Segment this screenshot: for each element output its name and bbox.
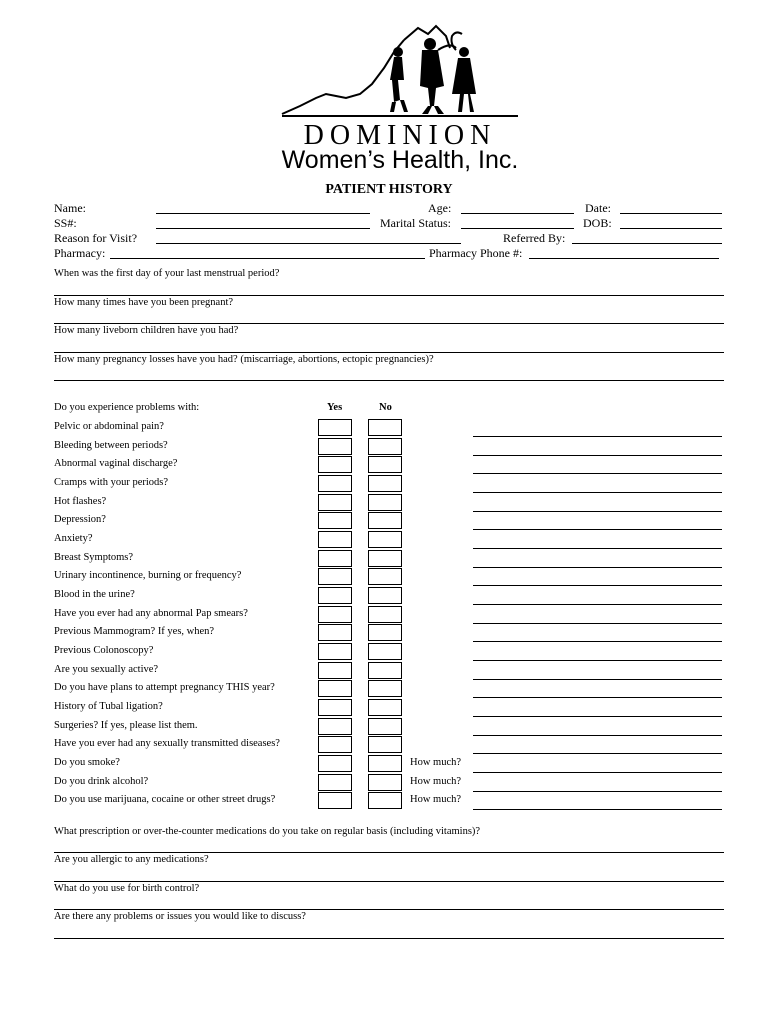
problem-notes-line[interactable] <box>473 623 722 624</box>
problem-notes-line[interactable] <box>473 772 722 773</box>
answer-line-lmp[interactable] <box>54 295 724 296</box>
no-checkbox[interactable] <box>368 512 402 529</box>
pharmacy-label: Pharmacy: <box>54 246 106 260</box>
problem-label: Bleeding between periods? <box>54 440 168 451</box>
answer-line-allergies[interactable] <box>54 881 724 882</box>
yes-checkbox[interactable] <box>318 438 352 455</box>
logo <box>280 22 520 182</box>
question-pregnancies: How many times have you been pregnant? <box>54 297 234 308</box>
question-issues: Are there any problems or issues you would like to discuss? <box>54 911 306 922</box>
no-checkbox[interactable] <box>368 699 402 716</box>
yes-checkbox[interactable] <box>318 475 352 492</box>
no-column-header: No <box>379 402 392 413</box>
answer-line-medications[interactable] <box>54 852 724 853</box>
yes-checkbox[interactable] <box>318 792 352 809</box>
problem-label: Cramps with your periods? <box>54 477 169 488</box>
referred-by-field[interactable] <box>572 243 722 244</box>
yes-checkbox[interactable] <box>318 531 352 548</box>
problem-label: Abnormal vaginal discharge? <box>54 458 178 469</box>
problem-label: Do you smoke? <box>54 757 120 768</box>
problem-notes-line[interactable] <box>473 492 722 493</box>
date-label: Date: <box>585 201 611 215</box>
no-checkbox[interactable] <box>368 419 402 436</box>
marital-status-label: Marital Status: <box>380 216 451 230</box>
problem-notes-line[interactable] <box>473 585 722 586</box>
reason-field[interactable] <box>156 243 461 244</box>
problem-label: Previous Colonoscopy? <box>54 645 154 656</box>
yes-checkbox[interactable] <box>318 456 352 473</box>
ssn-field[interactable] <box>156 228 370 229</box>
dob-label: DOB: <box>583 216 612 230</box>
dob-field[interactable] <box>620 228 722 229</box>
answer-line-losses[interactable] <box>54 380 724 381</box>
problem-label: Have you ever had any abnormal Pap smears? <box>54 608 248 619</box>
answer-line-liveborn[interactable] <box>54 352 724 353</box>
logo-figures-graphic <box>280 22 520 122</box>
problem-label: Blood in the urine? <box>54 589 135 600</box>
yes-checkbox[interactable] <box>318 568 352 585</box>
problem-notes-line[interactable] <box>473 660 722 661</box>
problem-notes-line[interactable] <box>473 641 722 642</box>
problem-label: Breast Symptoms? <box>54 552 134 563</box>
no-checkbox[interactable] <box>368 624 402 641</box>
problem-notes-line[interactable] <box>473 567 722 568</box>
pharmacy-field[interactable] <box>110 258 425 259</box>
brand-name: DOMINION <box>303 120 497 151</box>
how-much-label: How much? <box>410 776 462 787</box>
problem-label: Urinary incontinence, burning or frequency? <box>54 570 242 581</box>
problem-label: Previous Mammogram? If yes, when? <box>54 626 215 637</box>
no-checkbox[interactable] <box>368 792 402 809</box>
problem-label: Surgeries? If yes, please list them. <box>54 720 198 731</box>
yes-checkbox[interactable] <box>318 774 352 791</box>
problems-heading: Do you experience problems with: <box>54 402 200 413</box>
no-checkbox[interactable] <box>368 438 402 455</box>
no-checkbox[interactable] <box>368 587 402 604</box>
marital-status-field[interactable] <box>461 228 574 229</box>
referred-by-label: Referred By: <box>503 231 566 245</box>
no-checkbox[interactable] <box>368 662 402 679</box>
no-checkbox[interactable] <box>368 680 402 697</box>
no-checkbox[interactable] <box>368 643 402 660</box>
no-checkbox[interactable] <box>368 774 402 791</box>
problem-label: Hot flashes? <box>54 496 107 507</box>
question-birth-control: What do you use for birth control? <box>54 883 200 894</box>
no-checkbox[interactable] <box>368 718 402 735</box>
pharmacy-phone-label: Pharmacy Phone #: <box>429 246 523 260</box>
question-liveborn: How many liveborn children have you had? <box>54 325 239 336</box>
age-field[interactable] <box>461 213 574 214</box>
date-field[interactable] <box>620 213 722 214</box>
problem-label: Depression? <box>54 514 106 525</box>
yes-checkbox[interactable] <box>318 736 352 753</box>
problem-label: Do you drink alcohol? <box>54 776 149 787</box>
problem-label: Do you have plans to attempt pregnancy THIS year? <box>54 682 275 693</box>
no-checkbox[interactable] <box>368 531 402 548</box>
problem-label: Anxiety? <box>54 533 93 544</box>
yes-checkbox[interactable] <box>318 419 352 436</box>
age-label: Age: <box>428 201 452 215</box>
yes-checkbox[interactable] <box>318 512 352 529</box>
name-label: Name: <box>54 201 86 215</box>
form-title: PATIENT HISTORY <box>325 182 453 197</box>
problem-label: Are you sexually active? <box>54 664 159 675</box>
problem-notes-line[interactable] <box>473 548 722 549</box>
yes-column-header: Yes <box>327 402 343 413</box>
how-much-label: How much? <box>410 757 462 768</box>
yes-checkbox[interactable] <box>318 587 352 604</box>
question-medications: What prescription or over-the-counter medications do you take on regular basis (including vitamins)? <box>54 826 481 837</box>
problem-notes-line[interactable] <box>473 753 722 754</box>
question-allergies: Are you allergic to any medications? <box>54 854 209 865</box>
problem-notes-line[interactable] <box>473 791 722 792</box>
problem-notes-line[interactable] <box>473 529 722 530</box>
yes-checkbox[interactable] <box>318 606 352 623</box>
ssn-label: SS#: <box>54 216 77 230</box>
yes-checkbox[interactable] <box>318 662 352 679</box>
yes-checkbox[interactable] <box>318 550 352 567</box>
yes-checkbox[interactable] <box>318 718 352 735</box>
yes-checkbox[interactable] <box>318 624 352 641</box>
reason-label: Reason for Visit? <box>54 231 138 245</box>
problem-notes-line[interactable] <box>473 473 722 474</box>
answer-line-issues[interactable] <box>54 938 724 939</box>
problem-label: History of Tubal ligation? <box>54 701 163 712</box>
no-checkbox[interactable] <box>368 550 402 567</box>
no-checkbox[interactable] <box>368 755 402 772</box>
yes-checkbox[interactable] <box>318 699 352 716</box>
problem-label: Have you ever had any sexually transmitted diseases? <box>54 738 280 749</box>
no-checkbox[interactable] <box>368 606 402 623</box>
yes-checkbox[interactable] <box>318 643 352 660</box>
answer-line-pregnancies[interactable] <box>54 323 724 324</box>
question-losses: How many pregnancy losses have you had? (miscarriage, abortions, ectopic pregnancies)? <box>54 354 434 365</box>
yes-checkbox[interactable] <box>318 494 352 511</box>
no-checkbox[interactable] <box>368 456 402 473</box>
problem-notes-line[interactable] <box>473 735 722 736</box>
problem-notes-line[interactable] <box>473 436 722 437</box>
brand-subname: Women’s Health, Inc. <box>281 146 519 174</box>
no-checkbox[interactable] <box>368 568 402 585</box>
yes-checkbox[interactable] <box>318 755 352 772</box>
pharmacy-phone-field[interactable] <box>529 258 719 259</box>
problem-notes-line[interactable] <box>473 511 722 512</box>
question-lmp: When was the first day of your last menstrual period? <box>54 268 280 279</box>
problem-notes-line[interactable] <box>473 679 722 680</box>
problem-notes-line[interactable] <box>473 809 722 810</box>
yes-checkbox[interactable] <box>318 680 352 697</box>
no-checkbox[interactable] <box>368 494 402 511</box>
problem-notes-line[interactable] <box>473 455 722 456</box>
how-much-label: How much? <box>410 794 462 805</box>
name-field[interactable] <box>156 213 370 214</box>
problem-label: Pelvic or abdominal pain? <box>54 421 164 432</box>
problem-notes-line[interactable] <box>473 604 722 605</box>
answer-line-birth-control[interactable] <box>54 909 724 910</box>
problem-label: Do you use marijuana, cocaine or other street drugs? <box>54 794 276 805</box>
problem-notes-line[interactable] <box>473 716 722 717</box>
no-checkbox[interactable] <box>368 736 402 753</box>
no-checkbox[interactable] <box>368 475 402 492</box>
problem-notes-line[interactable] <box>473 697 722 698</box>
